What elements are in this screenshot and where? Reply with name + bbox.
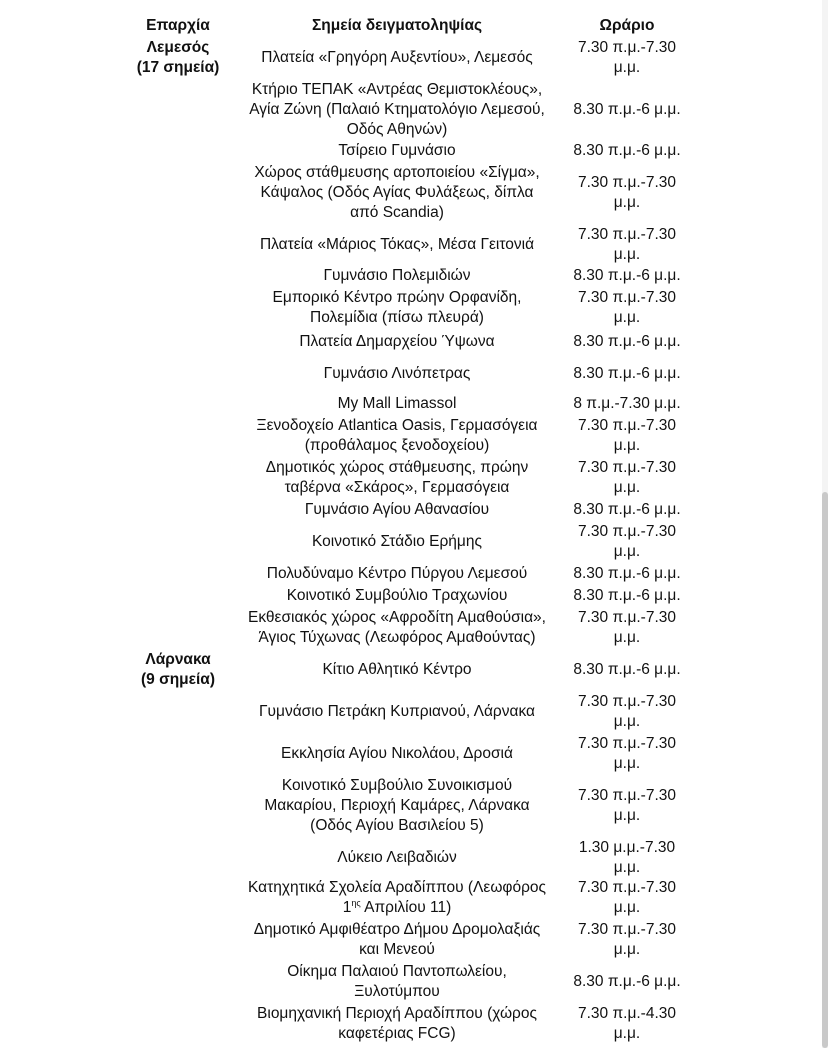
sampling-point: Κοινοτικό Συμβούλιο Συνοικισμού Μακαρίου, Περιοχή Καμάρες, Λάρνακα (Οδός Αγίου Βασιλείου 5) xyxy=(264,777,530,834)
table-row xyxy=(232,141,692,161)
ordinal-suffix: ης xyxy=(351,897,361,908)
sampling-point-line: Κατηχητικά Σχολεία Αραδίππου (Λεωφόρος xyxy=(247,879,546,896)
table-row xyxy=(232,38,692,78)
sampling-point: Πλατεία «Μάριος Τόκας», Μέσα Γειτονιά xyxy=(259,236,535,253)
district-name: Λάρνακα xyxy=(145,651,211,668)
table-row xyxy=(232,734,692,774)
sampling-point: Πλατεία Δημαρχείου Ύψωνα xyxy=(299,333,495,350)
sampling-point: My Mall Limassol xyxy=(337,395,457,412)
sampling-point: Εκθεσιακός χώρος «Αφροδίτη Αμαθούσια», Άγιος Τύχωνας (Λεωφόρος Αμαθούντας) xyxy=(248,609,546,646)
district-larnaca xyxy=(128,650,228,690)
opening-hours: 7.30 π.μ.-7.30 μ.μ. xyxy=(577,787,677,824)
opening-hours: 8.30 π.μ.-6 μ.μ. xyxy=(573,973,681,990)
sampling-point: Δημοτικό Αμφιθέατρο Δήμου Δρομολαξιάς και Μενεού xyxy=(253,921,541,958)
opening-hours: 7.30 π.μ.-7.30 μ.μ. xyxy=(577,609,677,646)
opening-hours: 7.30 π.μ.-7.30 μ.μ. xyxy=(577,289,677,326)
district-name: Λεμεσός xyxy=(146,39,210,56)
opening-hours: 7.30 π.μ.-7.30 μ.μ. xyxy=(577,459,677,496)
sampling-point: Γυμνάσιο Πετράκη Κυπριανού, Λάρνακα xyxy=(259,703,535,720)
district-count: (17 σημεία) xyxy=(136,59,220,76)
table-row xyxy=(232,522,692,562)
scrollbar-thumb[interactable] xyxy=(822,492,828,1048)
sampling-point: Εκκλησία Αγίου Νικολάου, Δροσιά xyxy=(281,745,513,762)
sampling-point: Πλατεία «Γρηγόρη Αυξεντίου», Λεμεσός xyxy=(261,49,533,66)
table-row xyxy=(232,394,692,414)
opening-hours: 7.30 π.μ.-7.30 μ.μ. xyxy=(577,921,677,958)
opening-hours: 7.30 π.μ.-7.30 μ.μ. xyxy=(577,226,677,263)
table-row xyxy=(232,163,692,223)
opening-hours: 8.30 π.μ.-6 μ.μ. xyxy=(573,587,681,604)
sampling-point: Γυμνάσιο Πολεμιδιών xyxy=(323,267,471,284)
sampling-point-ordinal: 1 xyxy=(342,899,352,916)
opening-hours: 8.30 π.μ.-6 μ.μ. xyxy=(573,365,681,382)
table-row xyxy=(232,660,692,680)
sampling-point: Χώρος στάθμευσης αρτοποιείου «Σίγμα», Κάψαλος (Οδός Αγίας Φυλάξεως, δίπλα από Scandia) xyxy=(254,164,540,221)
opening-hours: 8.30 π.μ.-6 μ.μ. xyxy=(573,333,681,350)
table-row xyxy=(232,608,692,648)
district-limassol xyxy=(128,38,228,78)
table-row xyxy=(232,920,692,960)
sampling-point: Εμπορικό Κέντρο πρώην Ορφανίδη, Πολεμίδια (πίσω πλευρά) xyxy=(272,289,522,326)
opening-hours: 8 π.μ.-7.30 μ.μ. xyxy=(573,395,681,412)
sampling-point: Δημοτικός χώρος στάθμευσης, πρώην ταβέρνα «Σκάρος», Γερμασόγεια xyxy=(265,459,529,496)
opening-hours: 8.30 π.μ.-6 μ.μ. xyxy=(573,661,681,678)
table-row xyxy=(232,364,692,384)
table-row xyxy=(232,225,692,265)
opening-hours: 1.30 μ.μ.-7.30 μ.μ. xyxy=(578,839,676,876)
opening-hours: 8.30 π.μ.-6 μ.μ. xyxy=(573,501,681,518)
district-count: (9 σημεία) xyxy=(141,671,215,688)
header-district: Επαρχία xyxy=(146,17,210,34)
sampling-point: Οίκημα Παλαιού Παντοπωλείου, Ξυλοτύμπου xyxy=(287,963,507,1000)
sampling-point: Κοινοτικό Συμβούλιο Τραχωνίου xyxy=(286,587,508,604)
sampling-point: Λύκειο Λειβαδιών xyxy=(337,849,457,866)
table-row xyxy=(232,1004,692,1044)
opening-hours: 7.30 π.μ.-7.30 μ.μ. xyxy=(577,39,677,76)
sampling-point-line: Απριλίου 11) xyxy=(360,899,452,916)
sampling-point: Βιομηχανική Περιοχή Αραδίππου (χώρος καφετέριας FCG) xyxy=(257,1005,537,1042)
opening-hours: 8.30 π.μ.-6 μ.μ. xyxy=(573,565,681,582)
sampling-point xyxy=(232,878,562,918)
opening-hours: 7.30 π.μ.-7.30 μ.μ. xyxy=(577,693,677,730)
opening-hours: 7.30 π.μ.-7.30 μ.μ. xyxy=(577,879,677,916)
table-row xyxy=(232,878,692,918)
sampling-point: Πολυδύναμο Κέντρο Πύργου Λεμεσού xyxy=(266,565,528,582)
opening-hours: 8.30 π.μ.-6 μ.μ. xyxy=(573,142,681,159)
table-row xyxy=(232,500,692,520)
opening-hours: 7.30 π.μ.-7.30 μ.μ. xyxy=(577,735,677,772)
table-row xyxy=(232,776,692,836)
table-row xyxy=(232,416,692,456)
table-row xyxy=(232,962,692,1002)
sampling-point: Γυμνάσιο Λινόπετρας xyxy=(323,365,471,382)
opening-hours: 7.30 π.μ.-4.30 μ.μ. xyxy=(577,1005,677,1042)
header-sampling-points: Σημεία δειγματοληψίας xyxy=(311,17,483,34)
header-hours: Ωράριο xyxy=(599,17,655,34)
table-row xyxy=(232,838,692,878)
opening-hours: 7.30 π.μ.-7.30 μ.μ. xyxy=(577,523,677,560)
opening-hours: 7.30 π.μ.-7.30 μ.μ. xyxy=(577,417,677,454)
table-row xyxy=(232,332,692,352)
table-row xyxy=(232,692,692,732)
opening-hours: 8.30 π.μ.-6 μ.μ. xyxy=(573,101,681,118)
sampling-point: Κτήριο ΤΕΠΑΚ «Αντρέας Θεμιστοκλέους», Αγία Ζώνη (Παλαιό Κτηματολόγιο Λεμεσού, Οδός Αθηνών) xyxy=(249,81,545,138)
opening-hours: 7.30 π.μ.-7.30 μ.μ. xyxy=(577,174,677,211)
sampling-point: Κίτιο Αθλητικό Κέντρο xyxy=(322,661,472,678)
table-row xyxy=(232,80,692,140)
opening-hours: 8.30 π.μ.-6 μ.μ. xyxy=(573,267,681,284)
sampling-point: Γυμνάσιο Αγίου Αθανασίου xyxy=(304,501,490,518)
table-row xyxy=(232,586,692,606)
sampling-point: Κοινοτικό Στάδιο Ερήμης xyxy=(312,533,482,550)
table-row xyxy=(232,288,692,328)
table-row xyxy=(232,564,692,584)
table-row xyxy=(232,458,692,498)
table-row xyxy=(232,266,692,286)
sampling-point: Τσίρειο Γυμνάσιο xyxy=(338,142,456,159)
sampling-point: Ξενοδοχείο Atlantica Oasis, Γερμασόγεια (προθάλαμος ξενοδοχείου) xyxy=(256,417,538,454)
